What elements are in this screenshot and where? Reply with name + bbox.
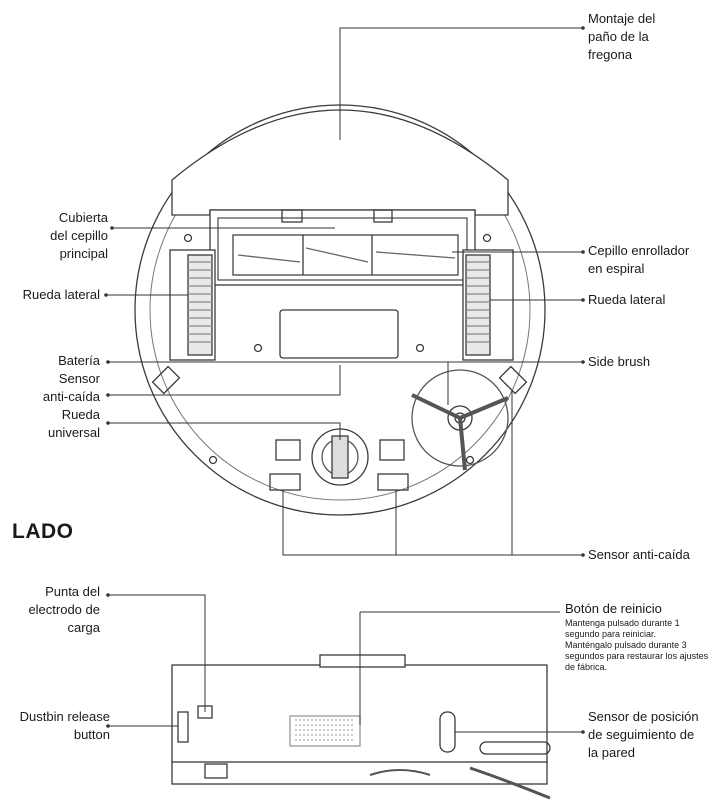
label-line: button [73,727,110,742]
label-line: Sensor anti-caída [588,547,690,562]
label-line: Rueda [61,407,100,422]
label-line: paño de la [588,29,649,44]
cliff-sensor-left [153,367,180,394]
label-line: Cepillo enrollador [588,243,690,258]
label-cliff-sensor-bottom [588,546,690,564]
label-desc-line: segundos para restaurar los ajustes [565,651,709,661]
label-line: Batería [58,353,100,368]
side-brush [412,370,508,470]
label-reset-button [565,600,708,673]
label-line: de seguimiento de [588,727,695,742]
robot-bottom-view [135,105,545,515]
label-line: Punta del [45,584,100,599]
label-line: Montaje del [588,11,656,26]
label-line: electrodo de [28,602,100,617]
label-side-brush [588,353,650,371]
label-line: Rueda lateral [588,292,666,307]
label-charging-contact [0,583,100,637]
label-main-brush-cover [0,209,108,263]
label-desc-line: Mantenga pulsado durante 1 [565,618,680,628]
label-line: la pared [588,745,635,760]
label-wall-sensor [588,708,699,762]
label-line: universal [47,425,100,440]
label-universal-wheel [0,406,100,442]
label-desc-line: Manténgalo pulsado durante 3 [565,640,687,650]
label-line: Side brush [588,354,651,369]
main-brush-cover [210,210,475,285]
label-desc-line: de fábrica. [565,662,608,672]
label-dustbin-release [0,708,110,744]
cliff-sensor-bottom-left [270,474,300,490]
label-line: fregona [588,47,633,62]
label-line: Botón de reinicio [565,601,662,616]
label-side-wheel-right [588,291,665,309]
label-desc-line: segundo para reiniciar. [565,629,657,639]
label-line: anti-caída [42,389,100,404]
side-wheel-right [463,250,513,360]
side-wheel-left [170,250,215,360]
label-line: Sensor de posición [588,709,699,724]
battery-cover [280,310,398,358]
label-mop-mount [588,10,655,64]
label-line: principal [59,246,108,261]
section-title: LADO [12,520,74,543]
label-line: en espiral [588,261,645,276]
label-line: Rueda lateral [22,287,100,302]
label-battery [0,352,100,370]
cliff-sensor-bottom-right [378,474,408,490]
robot-side-view [172,655,550,798]
label-cliff-sensor-top [0,370,100,406]
label-spiral-brush [588,242,689,278]
label-line: del cepillo [50,228,108,243]
label-line: Dustbin release [19,709,110,724]
label-line: Sensor [58,371,100,386]
label-line: Cubierta [58,210,108,225]
label-side-wheel-left [0,286,100,304]
label-line: carga [67,620,100,635]
